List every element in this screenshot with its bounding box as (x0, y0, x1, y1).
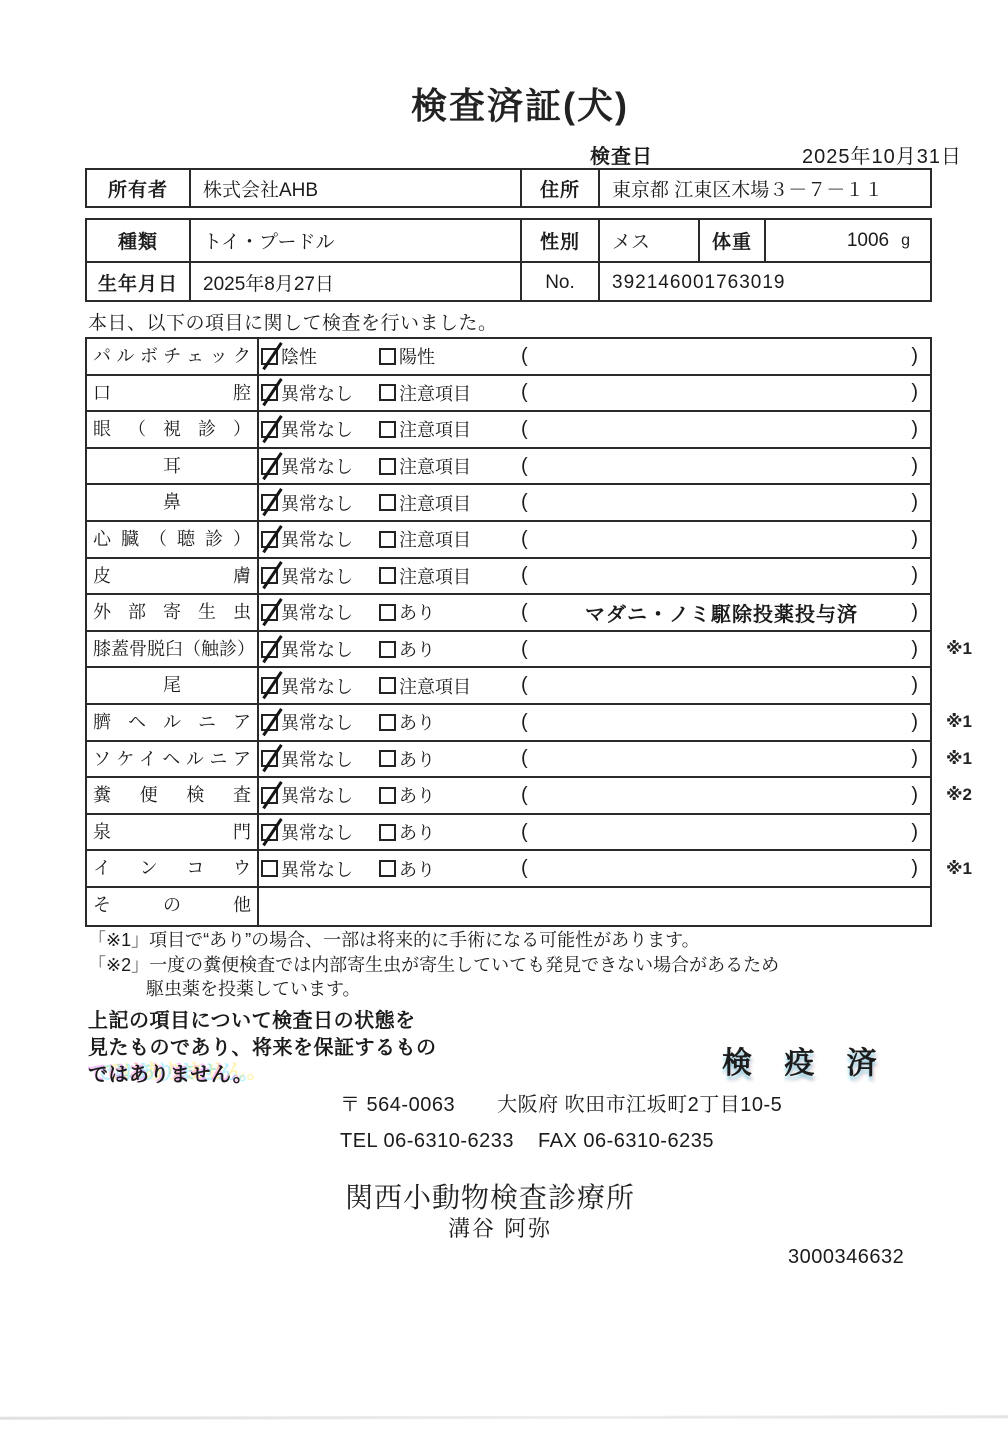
paren-close: ) (911, 857, 918, 880)
remarks-zone (521, 528, 930, 551)
option-2-label: あり (399, 859, 435, 880)
checkbox-option-2[interactable] (379, 531, 396, 548)
checkbox-option-1[interactable] (261, 641, 278, 658)
breed-label: 種類 (87, 220, 191, 261)
paren-open: ( (521, 637, 528, 660)
checklist-row-content (259, 742, 930, 777)
checklist-row (87, 412, 930, 449)
option-1-label: 異常なし (281, 676, 353, 697)
checklist-row (87, 339, 930, 376)
option-2 (379, 343, 521, 369)
checklist-row (87, 668, 930, 705)
paren-close: ) (911, 820, 918, 843)
remarks-text: マダニ・ノミ駆除投薬投与済 (585, 603, 858, 626)
checklist-item-label: 心臓（聴診） (87, 522, 259, 557)
checklist-row-content (259, 778, 930, 813)
option-1-label: 異常なし (281, 457, 353, 478)
paren-close: ) (911, 344, 918, 367)
checklist-row (87, 778, 972, 815)
checklist-item-label: 臍ヘルニア (87, 705, 259, 740)
checklist-item-label: 泉門 (87, 815, 259, 850)
paren-close: ) (911, 417, 918, 440)
option-2-label: 注意項目 (399, 457, 471, 478)
option-2 (379, 453, 521, 479)
remarks-zone (521, 491, 930, 514)
checklist-row (87, 522, 930, 559)
inspection-date-line (0, 140, 1008, 168)
checkbox-option-1[interactable] (261, 494, 278, 511)
weight-unit: g (901, 231, 910, 249)
paren-close: ) (911, 710, 918, 733)
remarks-zone (521, 784, 930, 807)
checklist-row (87, 376, 930, 413)
paren-open: ( (521, 710, 528, 733)
checkbox-option-1[interactable] (261, 604, 278, 621)
option-1-label: 異常なし (281, 713, 353, 734)
option-2-label: あり (399, 640, 435, 661)
checklist-row-content (259, 339, 930, 374)
footnote-1: 「※1」項目で“あり”の場合、一部は将来的に手術になる可能性があります。 (88, 930, 700, 950)
checklist-row (87, 449, 930, 486)
checklist-row (87, 742, 972, 779)
footnote-mark: ※2 (946, 785, 972, 805)
checklist-row (87, 705, 972, 742)
number-value: 392146001763019 (612, 271, 786, 293)
checklist-row-content (259, 888, 930, 925)
checklist-row (87, 595, 930, 632)
checkbox-option-1[interactable] (261, 677, 278, 694)
checkbox-option-2[interactable] (379, 567, 396, 584)
option-2-label: 注意項目 (399, 530, 471, 551)
option-1-label: 異常なし (281, 603, 353, 624)
checklist-row-content (259, 522, 930, 557)
checkbox-option-1[interactable] (261, 860, 278, 877)
option-1 (261, 453, 379, 479)
checkbox-option-2[interactable] (379, 494, 396, 511)
option-2 (379, 709, 521, 735)
option-2 (379, 746, 521, 772)
checkbox-option-2[interactable] (379, 677, 396, 694)
option-2 (379, 819, 521, 845)
remarks-zone (521, 711, 930, 734)
paren-close: ) (911, 527, 918, 550)
option-1-label: 異常なし (281, 493, 353, 514)
option-1 (261, 819, 379, 845)
footnote-mark: ※1 (946, 639, 972, 659)
option-2 (379, 563, 521, 589)
checkbox-option-1[interactable] (261, 421, 278, 438)
birthdate-label: 生年月日 (87, 263, 191, 302)
paren-close: ) (911, 600, 918, 623)
paren-open: ( (521, 857, 528, 880)
paren-open: ( (521, 674, 528, 697)
disclaimer-line-2: 見たものであり、将来を保証するもの (88, 1037, 437, 1059)
paren-open: ( (521, 564, 528, 587)
footnote-mark: ※1 (946, 858, 972, 878)
option-2 (379, 380, 521, 406)
remarks-zone (521, 747, 930, 770)
option-1-label: 異常なし (281, 749, 353, 770)
option-2 (379, 856, 521, 882)
checklist-item-label: インコウ (87, 851, 259, 886)
option-2-label: あり (399, 786, 435, 807)
checkbox-option-1[interactable] (261, 824, 278, 841)
footnote-mark: ※1 (946, 712, 972, 732)
remarks-zone (521, 345, 930, 368)
number-label: No. (522, 263, 600, 302)
checkbox-option-2[interactable] (379, 714, 396, 731)
remarks-zone (521, 564, 930, 587)
option-1 (261, 636, 379, 662)
clinic-fax: FAX 06-6310-6235 (538, 1130, 714, 1152)
footnote-mark: ※1 (946, 748, 972, 768)
checklist-item-label: 糞便検査 (87, 778, 259, 813)
address-label: 住所 (522, 170, 600, 206)
checkbox-option-2[interactable] (379, 421, 396, 438)
option-1 (261, 416, 379, 442)
clinic-address: 大阪府 吹田市江坂町2丁目10-5 (497, 1094, 783, 1116)
checklist-item-label: 皮膚 (87, 559, 259, 594)
option-2 (379, 526, 521, 552)
weight-value: 1006 (846, 229, 890, 251)
checkbox-option-2[interactable] (379, 384, 396, 401)
option-2-label: あり (399, 823, 435, 844)
checklist-row-content (259, 412, 930, 447)
remarks-zone (521, 638, 930, 661)
paren-open: ( (521, 491, 528, 514)
checkbox-option-2[interactable] (379, 604, 396, 621)
weight-value-cell (766, 220, 930, 261)
option-1 (261, 490, 379, 516)
option-2-label: あり (399, 603, 435, 624)
checklist-row-content (259, 668, 930, 703)
checklist-row-content (259, 559, 930, 594)
owner-label: 所有者 (87, 170, 191, 206)
checkbox-option-2[interactable] (379, 348, 396, 365)
option-2-label: あり (399, 713, 435, 734)
option-2-label: 注意項目 (399, 566, 471, 587)
option-2-label: 注意項目 (399, 383, 471, 404)
intro-text: 本日、以下の項目に関して検査を行いました。 (88, 313, 498, 334)
clinic-tel: TEL 06-6310-6233 (340, 1130, 515, 1152)
remarks-zone (521, 455, 930, 478)
checkbox-option-1[interactable] (261, 458, 278, 475)
owner-table (85, 168, 932, 208)
option-2 (379, 416, 521, 442)
paren-close: ) (911, 637, 918, 660)
birthdate-value: 2025年8月27日 (191, 263, 522, 302)
option-2 (379, 490, 521, 516)
paren-open: ( (521, 381, 528, 404)
footnote-2 (88, 953, 968, 1001)
option-1-label: 異常なし (281, 420, 353, 441)
clinic-representative: 溝谷 阿弥 (448, 1216, 553, 1241)
paren-open: ( (521, 454, 528, 477)
checklist-row-content (259, 595, 930, 630)
sex-value: メス (600, 220, 700, 261)
checkbox-option-1[interactable] (261, 348, 278, 365)
checklist-row-content (259, 851, 930, 886)
paren-close: ) (911, 783, 918, 806)
checklist-row (87, 485, 930, 522)
paren-close: ) (911, 454, 918, 477)
option-1 (261, 599, 379, 625)
checkbox-option-2[interactable] (379, 750, 396, 767)
checklist-table (85, 337, 972, 927)
option-1-label: 異常なし (281, 859, 353, 880)
paren-open: ( (521, 747, 528, 770)
checklist-item-label: ソケイヘルニア (87, 742, 259, 777)
inspection-date-value: 2025年10月31日 (802, 146, 962, 168)
clinic-postal: 〒 564-0063 (340, 1094, 456, 1116)
owner-value: 株式会社AHB (191, 170, 522, 206)
checkbox-option-2[interactable] (379, 641, 396, 658)
checklist-item-label: 耳 (87, 449, 259, 484)
paren-close: ) (911, 674, 918, 697)
checklist-item-label: 膝蓋骨脱臼（触診） (87, 632, 259, 667)
checklist-item-label: 鼻 (87, 485, 259, 520)
address-value: 東京都 江東区木場３－７－１１ (612, 179, 884, 201)
option-1 (261, 746, 379, 772)
checklist-row-content (259, 632, 930, 667)
option-1 (261, 526, 379, 552)
checkbox-option-2[interactable] (379, 458, 396, 475)
option-2-label: 注意項目 (399, 420, 471, 441)
certificate-title: 検査済証(犬) (411, 85, 629, 126)
checkbox-option-1[interactable] (261, 384, 278, 401)
option-1-label: 異常なし (281, 823, 353, 844)
checklist-row (87, 888, 930, 925)
option-1-label: 異常なし (281, 530, 353, 551)
clinic-name: 関西小動物検査診療所 (345, 1182, 636, 1213)
option-1 (261, 380, 379, 406)
paren-open: ( (521, 820, 528, 843)
serial-number: 3000346632 (788, 1246, 905, 1268)
checkbox-option-2[interactable] (379, 824, 396, 841)
paren-close: ) (911, 491, 918, 514)
weight-label: 体重 (700, 220, 766, 261)
paren-open: ( (521, 417, 528, 440)
footnote-2-line2: 駆虫薬を投薬しています。 (146, 979, 361, 999)
option-1-label: 異常なし (281, 566, 353, 587)
checkbox-option-2[interactable] (379, 860, 396, 877)
checkbox-option-1[interactable] (261, 531, 278, 548)
option-1 (261, 709, 379, 735)
checklist-row-content (259, 376, 930, 411)
checklist-row (87, 815, 930, 852)
clinic-tel-fax (340, 1130, 714, 1153)
option-1 (261, 782, 379, 808)
option-2-label: あり (399, 749, 435, 770)
remarks-zone (521, 598, 930, 627)
paren-open: ( (521, 527, 528, 550)
checklist-row-content (259, 815, 930, 850)
breed-value: トイ・プードル (191, 220, 522, 261)
paren-close: ) (911, 747, 918, 770)
checkbox-option-1[interactable] (261, 714, 278, 731)
checklist-row (87, 632, 972, 669)
disclaimer-text (88, 1008, 437, 1089)
option-2-label: 注意項目 (399, 676, 471, 697)
option-1 (261, 673, 379, 699)
checklist-item-label: 尾 (87, 668, 259, 703)
checklist-row-content (259, 705, 930, 740)
option-1 (261, 856, 379, 882)
checklist-item-label: 口腔 (87, 376, 259, 411)
option-1 (261, 563, 379, 589)
remarks-zone (521, 821, 930, 844)
checklist-item-label: 外部寄生虫 (87, 595, 259, 630)
disclaimer-line-3: ではありません。 (88, 1064, 254, 1086)
footnotes-block (88, 928, 968, 1001)
checklist-item-label: パルボチェック (87, 339, 259, 374)
sex-label: 性別 (522, 220, 600, 261)
option-2 (379, 636, 521, 662)
remarks-zone (521, 857, 930, 880)
footnote-2-line1: 「※2」一度の糞便検査では内部寄生虫が寄生していても発見できない場合があるため (88, 955, 780, 975)
checkbox-option-1[interactable] (261, 750, 278, 767)
checkbox-option-2[interactable] (379, 787, 396, 804)
option-1-label: 陰性 (281, 347, 317, 368)
paren-open: ( (521, 344, 528, 367)
checklist-row-content (259, 485, 930, 520)
disclaimer-line-1: 上記の項目について検査日の状態を (88, 1010, 416, 1032)
remarks-zone (521, 381, 930, 404)
remarks-zone (521, 674, 930, 697)
quarantine-stamp: 検 疫 済 (722, 1047, 889, 1080)
checklist-item-label: 眼（視診） (87, 412, 259, 447)
paren-close: ) (911, 564, 918, 587)
option-2-label: 注意項目 (399, 493, 471, 514)
option-1-label: 異常なし (281, 786, 353, 807)
remarks-zone (521, 418, 930, 441)
info-table (85, 218, 932, 302)
paren-open: ( (521, 600, 528, 623)
option-2 (379, 599, 521, 625)
inspection-date-label: 検査日 (590, 146, 653, 168)
option-1 (261, 343, 379, 369)
paren-open: ( (521, 783, 528, 806)
option-2 (379, 673, 521, 699)
checklist-row (87, 851, 972, 888)
checklist-row-content (259, 449, 930, 484)
option-2 (379, 782, 521, 808)
option-1-label: 異常なし (281, 640, 353, 661)
checkbox-option-1[interactable] (261, 787, 278, 804)
checkbox-option-1[interactable] (261, 567, 278, 584)
option-1-label: 異常なし (281, 383, 353, 404)
clinic-postal-address (340, 1088, 782, 1117)
scan-page-edge (0, 1415, 1008, 1419)
paren-close: ) (911, 381, 918, 404)
checklist-row (87, 559, 930, 596)
option-2-label: 陽性 (399, 347, 435, 368)
checklist-item-label: その他 (87, 888, 259, 925)
